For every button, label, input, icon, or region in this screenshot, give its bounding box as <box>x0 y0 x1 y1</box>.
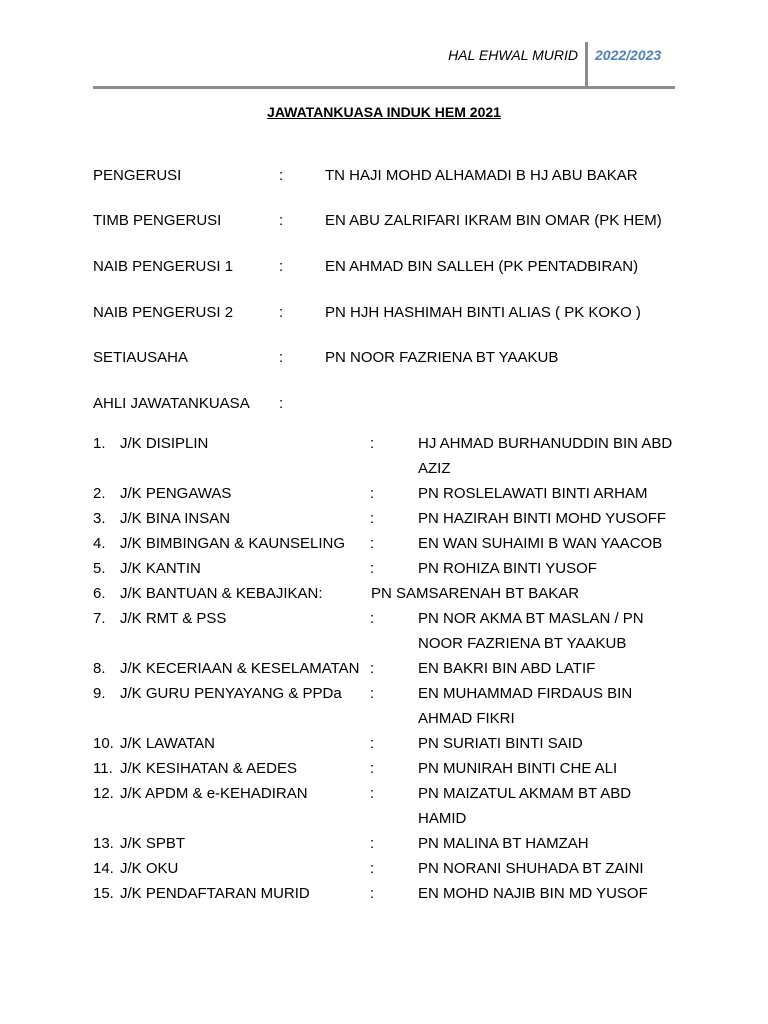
document-title: JAWATANKUASA INDUK HEM 2021 <box>267 104 501 120</box>
list-item <box>93 531 693 556</box>
item-colon: : <box>370 535 375 552</box>
committee-name: J/K APDM & e-KEHADIRAN <box>120 785 308 802</box>
committee-person: PN NOR AKMA BT MASLAN / PN NOOR FAZRIENA BT YAAKUB <box>418 610 644 652</box>
header-year: 2022/2023 <box>595 47 662 63</box>
list-item <box>93 731 693 756</box>
item-number: 11. <box>93 760 113 777</box>
item-colon: : <box>370 660 375 677</box>
committee-name: J/K KESIHATAN & AEDES <box>120 760 297 777</box>
list-item <box>93 681 693 731</box>
item-number: 10. <box>93 735 114 752</box>
committee-person: PN ROHIZA BINTI YUSOF <box>418 560 597 577</box>
item-number: 2. <box>93 485 106 502</box>
item-number: 3. <box>93 510 106 527</box>
item-colon: : <box>370 760 375 777</box>
committee-name: J/K SPBT <box>120 835 186 852</box>
committee-name: J/K OKU <box>120 860 179 877</box>
officer-name: TN HAJI MOHD ALHAMADI B HJ ABU BAKAR <box>325 167 638 184</box>
committee-person: EN WAN SUHAIMI B WAN YAACOB <box>418 535 663 552</box>
list-item <box>93 556 693 581</box>
committee-person: PN MALINA BT HAMZAH <box>418 835 589 852</box>
officer-role: SETIAUSAHA <box>93 349 189 366</box>
item-colon: : <box>370 885 375 902</box>
committee-list <box>93 431 693 906</box>
officer-colon: : <box>279 167 284 184</box>
officer-role: NAIB PENGERUSI 1 <box>93 258 234 275</box>
committee-person: PN SAMSARENAH BT BAKAR <box>371 585 580 602</box>
item-number: 5. <box>93 560 106 577</box>
committee-person: HJ AHMAD BURHANUDDIN BIN ABD AZIZ <box>418 435 673 477</box>
item-number: 8. <box>93 660 106 677</box>
list-item <box>93 506 693 531</box>
item-number: 13. <box>93 835 114 852</box>
list-item <box>93 606 693 656</box>
officer-name: EN AHMAD BIN SALLEH (PK PENTADBIRAN) <box>325 258 639 275</box>
item-colon: : <box>370 785 375 802</box>
committee-name: J/K BANTUAN & KEBAJIKAN: <box>120 585 323 602</box>
item-number: 4. <box>93 535 106 552</box>
committee-name: J/K BIMBINGAN & KAUNSELING <box>120 535 346 552</box>
officer-role: PENGERUSI <box>93 167 182 184</box>
officer-colon: : <box>279 258 284 275</box>
officer-role: TIMB PENGERUSI <box>93 212 222 229</box>
committee-person: PN NORANI SHUHADA BT ZAINI <box>418 860 644 877</box>
list-item <box>93 831 693 856</box>
committee-name: J/K BINA INSAN <box>120 510 231 527</box>
item-number: 6. <box>93 585 106 602</box>
item-number: 14. <box>93 860 114 877</box>
committee-name: J/K PENGAWAS <box>120 485 232 502</box>
officer-name: PN NOOR FAZRIENA BT YAAKUB <box>325 349 559 366</box>
item-colon: : <box>370 860 375 877</box>
item-number: 12. <box>93 785 114 802</box>
committee-person: PN HAZIRAH BINTI MOHD YUSOFF <box>418 510 667 527</box>
item-number: 15. <box>93 885 114 902</box>
item-colon: : <box>370 685 375 702</box>
item-colon: : <box>370 835 375 852</box>
committee-person: PN SURIATI BINTI SAID <box>418 735 583 752</box>
committee-name: J/K DISIPLIN <box>120 435 209 452</box>
list-item <box>93 656 693 681</box>
officer-colon: : <box>279 349 284 366</box>
item-colon: : <box>370 735 375 752</box>
committee-name: J/K RMT & PSS <box>120 610 227 627</box>
committee-name: J/K KANTIN <box>120 560 201 577</box>
list-item <box>93 856 693 881</box>
item-number: 1. <box>93 435 106 452</box>
committee-name: J/K PENDAFTARAN MURID <box>120 885 310 902</box>
committee-name: J/K KECERIAAN & KESELAMATAN <box>120 660 360 677</box>
committee-person: PN MUNIRAH BINTI CHE ALI <box>418 760 618 777</box>
officer-name: EN ABU ZALRIFARI IKRAM BIN OMAR (PK HEM) <box>325 212 662 229</box>
item-colon: : <box>370 560 375 577</box>
list-item <box>93 481 693 506</box>
committee-person: PN ROSLELAWATI BINTI ARHAM <box>418 485 648 502</box>
header-rule <box>93 86 675 89</box>
header-label: HAL EHWAL MURID <box>448 47 578 63</box>
committee-name: J/K LAWATAN <box>120 735 216 752</box>
item-number: 9. <box>93 685 106 702</box>
list-item <box>93 581 693 606</box>
item-colon: : <box>370 610 375 627</box>
item-colon: : <box>370 485 375 502</box>
header-divider <box>585 42 588 86</box>
officer-role: NAIB PENGERUSI 2 <box>93 304 234 321</box>
committee-person: EN BAKRI BIN ABD LATIF <box>418 660 596 677</box>
item-colon: : <box>370 435 375 452</box>
committee-person: EN MUHAMMAD FIRDAUS BIN AHMAD FIKRI <box>418 685 633 727</box>
list-item <box>93 756 693 781</box>
list-item <box>93 431 693 481</box>
officer-name: PN HJH HASHIMAH BINTI ALIAS ( PK KOKO ) <box>325 304 641 321</box>
committee-person: EN MOHD NAJIB BIN MD YUSOF <box>418 885 648 902</box>
officer-colon: : <box>279 304 284 321</box>
committee-person: PN MAIZATUL AKMAM BT ABD HAMID <box>418 785 632 827</box>
officer-colon: : <box>279 212 284 229</box>
item-colon: : <box>370 510 375 527</box>
item-number: 7. <box>93 610 106 627</box>
ahli-label: AHLI JAWATANKUASA <box>93 395 250 412</box>
committee-name: J/K GURU PENYAYANG & PPDa <box>120 685 342 702</box>
list-item <box>93 881 693 906</box>
list-item <box>93 781 693 831</box>
ahli-colon: : <box>279 395 284 412</box>
ahli-jawatankuasa-heading <box>93 395 284 412</box>
